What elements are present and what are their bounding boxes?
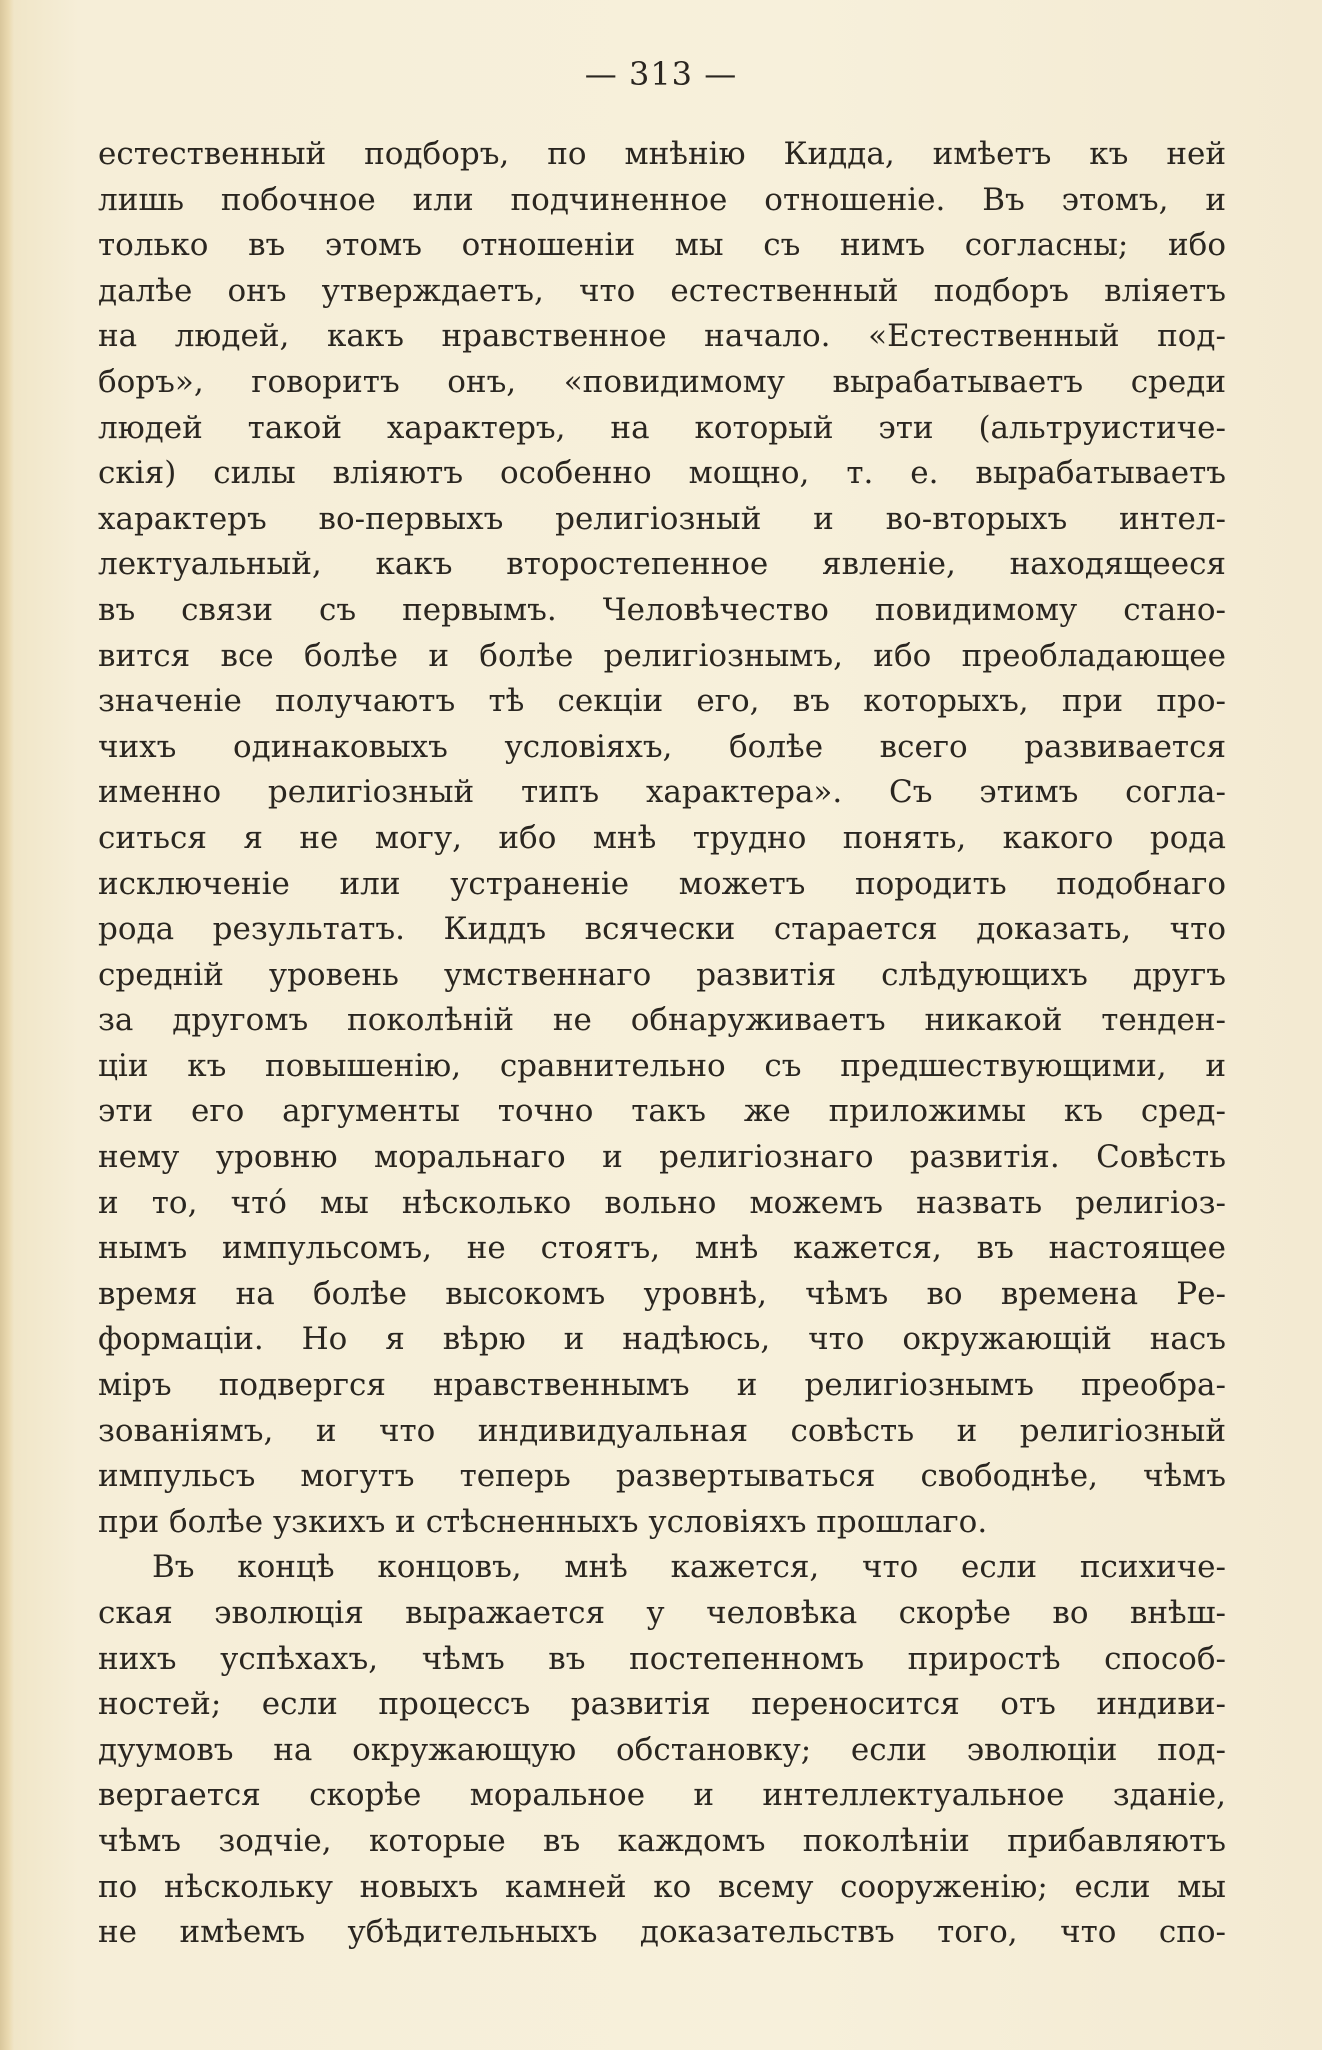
text-line: значеніе получаютъ тѣ секціи его, въ которыхъ, при про- — [98, 683, 1226, 720]
page-number: — 313 — — [584, 55, 738, 93]
text-line: по нѣскольку новыхъ камней ко всему сооруженію; если мы — [98, 1868, 1226, 1905]
text-line: нихъ успѣхахъ, чѣмъ въ постепенномъ приростѣ способ- — [98, 1640, 1226, 1677]
text-line: ціи къ повышенію, сравнительно съ предшествующими, и — [98, 1047, 1226, 1084]
text-line: дуумовъ на окружающую обстановку; если эволюціи под- — [98, 1731, 1226, 1768]
text-line: ностей; если процессъ развитія переносится отъ индиви- — [98, 1686, 1226, 1723]
paragraph-start-line: Въ концѣ концовъ, мнѣ кажется, что если психиче- — [152, 1549, 1226, 1586]
text-line: средній уровень умственнаго развитія слѣдующихъ другъ — [98, 956, 1226, 993]
text-line: естественный подборъ, по мнѣнію Кидда, имѣетъ къ ней — [98, 136, 1226, 172]
text-line: исключеніе или устраненіе можетъ породить подобнаго — [98, 865, 1226, 902]
text-line: далѣе онъ утверждаетъ, что естественный подборъ вліяетъ — [98, 272, 1226, 309]
text-line: чихъ одинаковыхъ условіяхъ, болѣе всего развивается — [98, 728, 1226, 765]
text-line: нему уровню моральнаго и религіознаго развитія. Совѣсть — [98, 1139, 1226, 1176]
text-line: боръ», говоритъ онъ, «повидимому вырабатываетъ среди — [98, 363, 1226, 400]
text-line: и то, чтó мы нѣсколько вольно можемъ назвать религіоз- — [98, 1184, 1226, 1221]
text-line: эти его аргументы точно такъ же приложимы къ сред- — [98, 1093, 1226, 1130]
text-line: характеръ во-первыхъ религіозный и во-вторыхъ интел- — [98, 500, 1226, 537]
text-line: въ связи съ первымъ. Человѣчество повидимому стано- — [98, 591, 1226, 628]
text-line: чѣмъ зодчіе, которые въ каждомъ поколѣніи прибавляютъ — [98, 1822, 1226, 1859]
paragraph-end-line: при болѣе узкихъ и стѣсненныхъ условіяхъ прошлаго. — [98, 1503, 988, 1540]
text-line: не имѣемъ убѣдительныхъ доказательствъ того, что спо- — [98, 1914, 1226, 1951]
text-line: скія) силы вліяютъ особенно мощно, т. е. вырабатываетъ — [98, 455, 1226, 492]
text-line: за другомъ поколѣній не обнаруживаетъ никакой тенден- — [98, 1002, 1226, 1039]
text-line: ская эволюція выражается у человѣка скорѣе во внѣш- — [98, 1595, 1226, 1631]
text-line: нымъ импульсомъ, не стоятъ, мнѣ кажется, въ настоящее — [98, 1230, 1226, 1267]
text-line: время на болѣе высокомъ уровнѣ, чѣмъ во времена Ре- — [98, 1275, 1226, 1312]
page-binding-edge — [0, 0, 14, 2050]
text-line: именно религіозный типъ характера». Съ этимъ согла- — [98, 774, 1226, 811]
text-line: лишь побочное или подчиненное отношеніе. Въ этомъ, и — [98, 181, 1226, 218]
text-line: импульсъ могутъ теперь развертываться свободнѣе, чѣмъ — [98, 1458, 1226, 1495]
text-line: вится все болѣе и болѣе религіознымъ, ибо преобладающее — [98, 637, 1226, 674]
body-text — [98, 132, 1226, 1956]
text-line: формаціи. Но я вѣрю и надѣюсь, что окружающій насъ — [98, 1321, 1226, 1358]
text-line: лектуальный, какъ второстепенное явленіе, находящееся — [98, 546, 1226, 583]
text-line: только въ этомъ отношеніи мы съ нимъ согласны; ибо — [98, 227, 1226, 264]
text-line: міръ подвергся нравственнымъ и религіознымъ преобра- — [98, 1367, 1226, 1404]
text-line: людей такой характеръ, на который эти (альтруистиче- — [98, 409, 1226, 446]
text-line: на людей, какъ нравственное начало. «Естественный под- — [98, 318, 1226, 355]
text-line: вергается скорѣе моральное и интеллектуальное зданіе, — [98, 1777, 1226, 1814]
text-line: ситься я не могу, ибо мнѣ трудно понять, какого рода — [98, 819, 1226, 856]
text-line: зованіямъ, и что индивидуальная совѣсть и религіозный — [98, 1412, 1226, 1449]
text-line: рода результатъ. Киддъ всячески старается доказать, что — [98, 911, 1226, 948]
